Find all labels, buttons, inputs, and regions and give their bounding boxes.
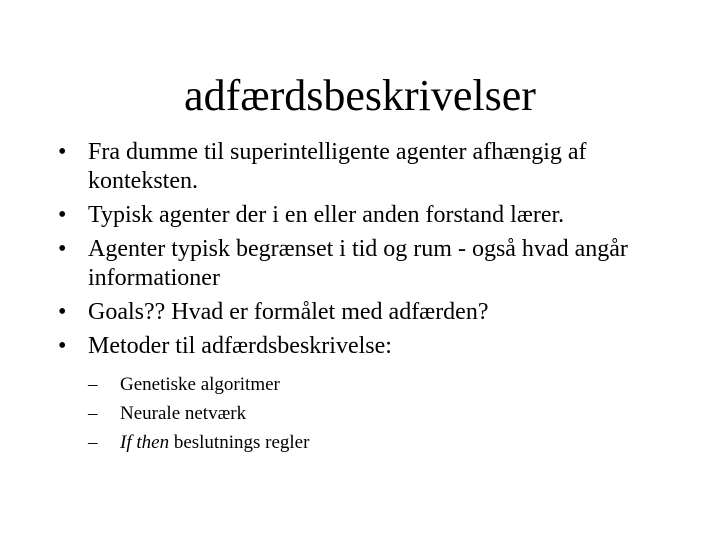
bullet-text: Fra dumme til superintelligente agenter afhængig af konteksten. [88, 139, 587, 194]
bullet-item [56, 235, 656, 293]
dash-icon: – [88, 374, 98, 395]
bullet-item [56, 201, 656, 230]
bullet-icon: • [58, 202, 67, 228]
sub-bullet-list [88, 373, 656, 454]
slide-title: adfærdsbeskrivelser [184, 71, 536, 120]
bullet-text: Typisk agenter der i en eller anden forstand lærer. [88, 202, 565, 228]
bullet-text: Goals?? Hvad er formålet med adfærden? [88, 299, 489, 325]
bullet-text: Metoder til adfærdsbeskrivelse: [88, 333, 392, 359]
sub-bullet-italic-text: If then [120, 432, 170, 453]
sub-bullet-text: beslutnings regler [169, 432, 310, 453]
bullet-icon: • [58, 333, 67, 359]
bullet-icon: • [58, 236, 67, 262]
bullet-icon: • [58, 299, 67, 325]
sub-bullet-item [88, 373, 656, 396]
sub-bullet-item [88, 402, 656, 425]
bullet-icon: • [58, 139, 67, 165]
dash-icon: – [88, 403, 98, 424]
bullet-item [56, 138, 656, 196]
bullet-text: Agenter typisk begrænset i tid og rum - også hvad angår informationer [88, 236, 628, 291]
sub-bullet-text: Genetiske algoritmer [120, 374, 280, 395]
sub-bullet-text: Neurale netværk [120, 403, 247, 424]
bullet-item [56, 332, 656, 454]
bullet-item [56, 298, 656, 327]
bullet-list [56, 138, 656, 460]
sub-bullet-item [88, 431, 656, 454]
dash-icon: – [88, 432, 98, 453]
